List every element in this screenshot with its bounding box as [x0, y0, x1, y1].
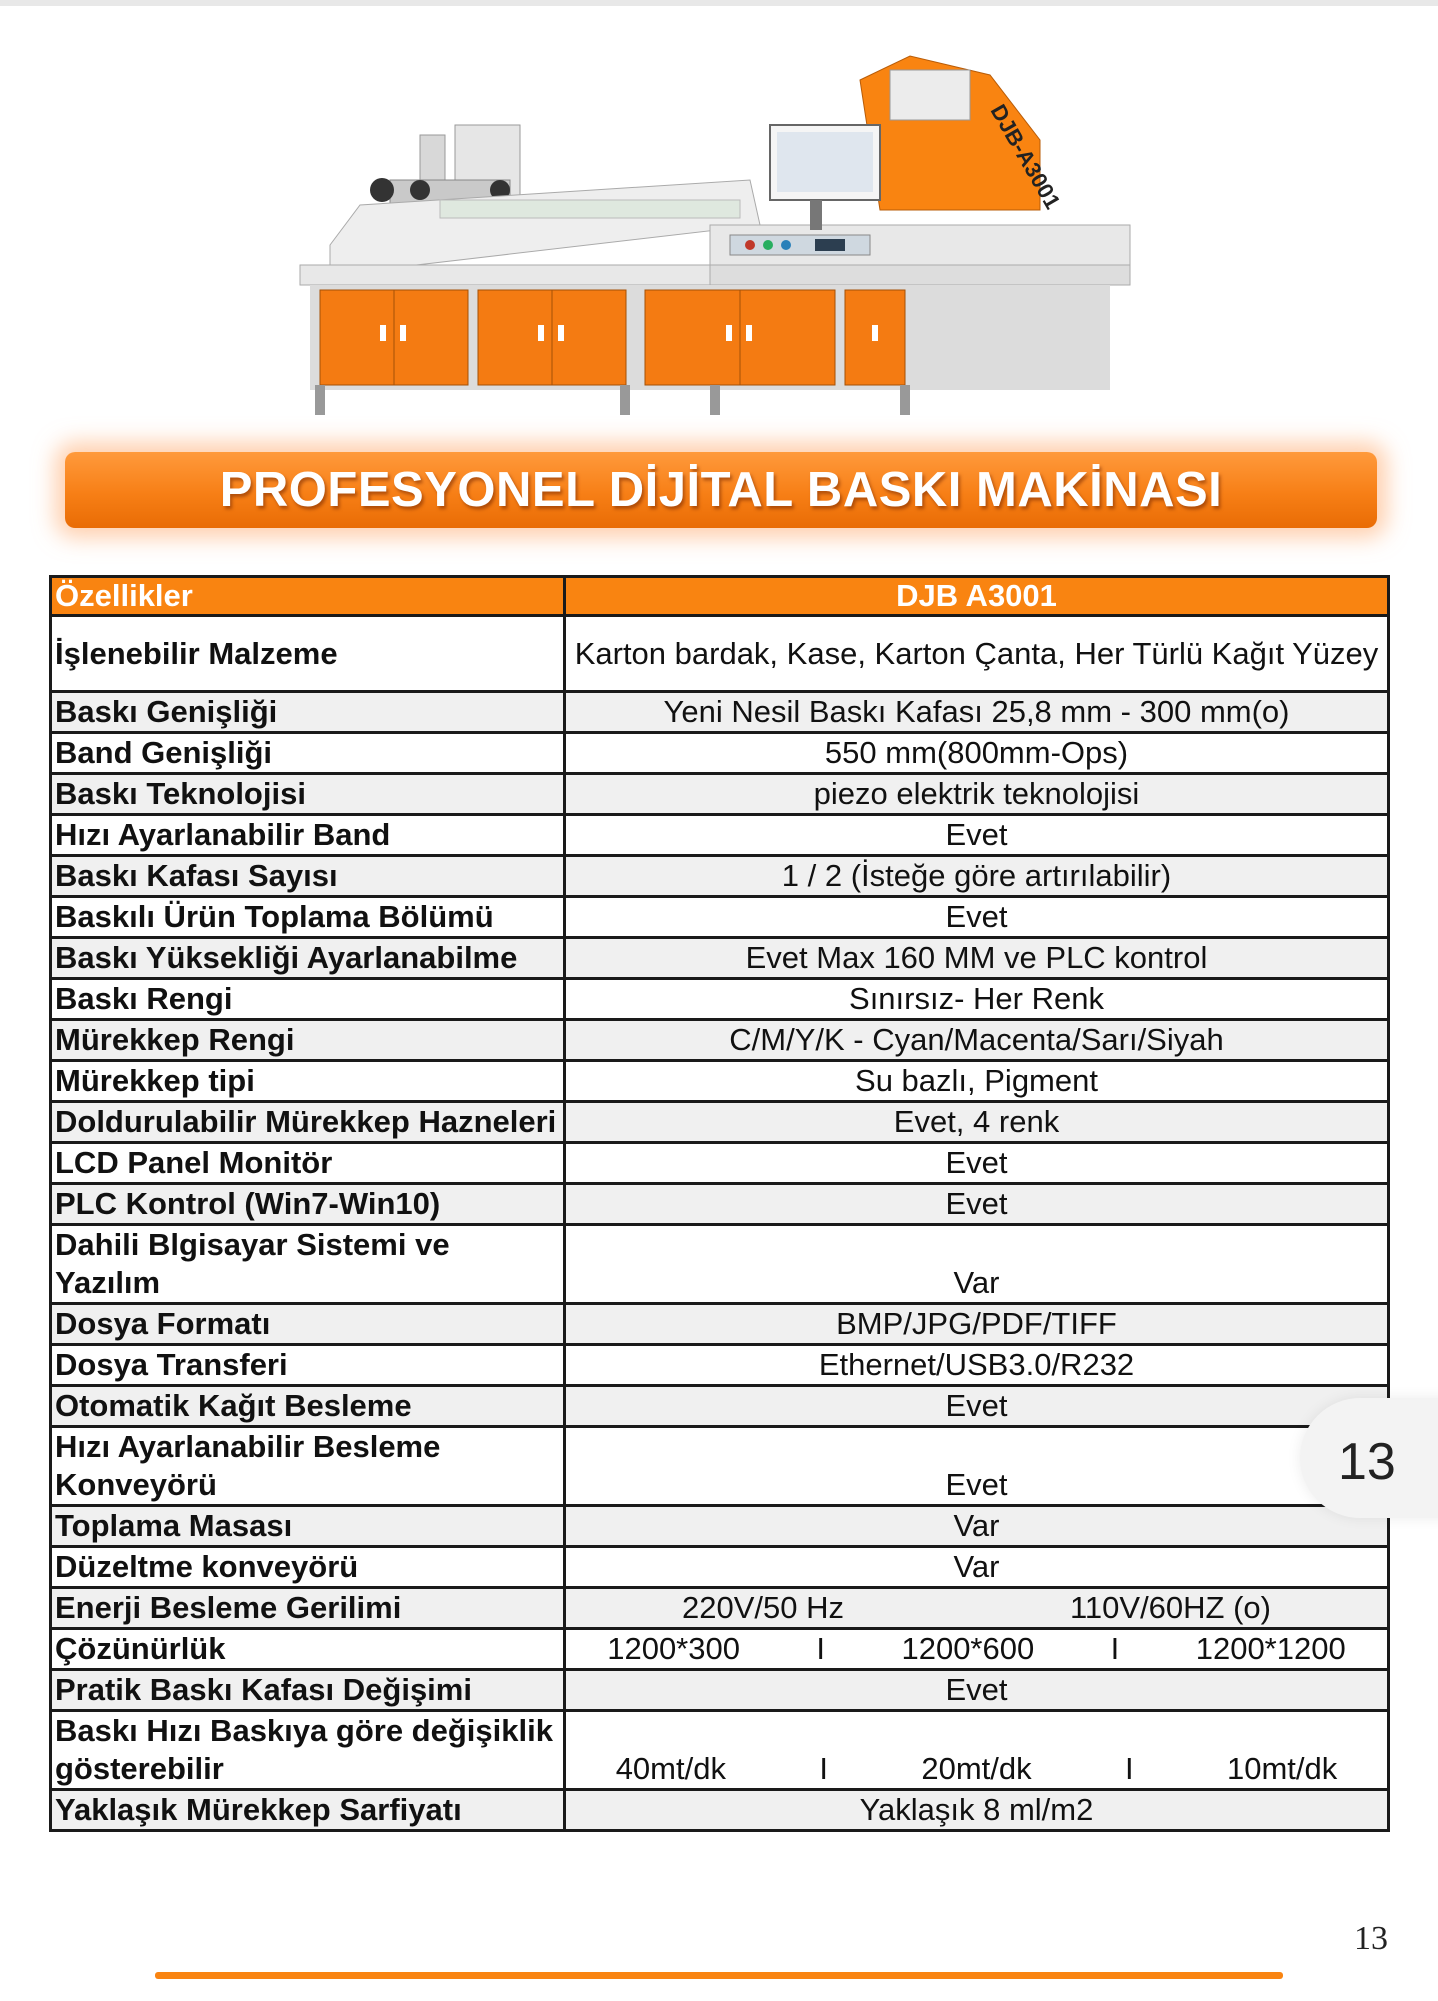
row-value-part: 40mt/dk	[615, 1751, 726, 1786]
row-label: Band Genişliği	[51, 733, 565, 774]
row-value: Evet	[565, 1386, 1389, 1427]
row-value-part: 10mt/dk	[1227, 1751, 1338, 1786]
table-row	[51, 1061, 1389, 1102]
header-label: Özellikler	[51, 577, 565, 616]
row-label: Baskı Hızı Baskıya göre değişiklik gösterebilir	[51, 1711, 565, 1790]
row-value: piezo elektrik teknolojisi	[565, 774, 1389, 815]
table-header-row	[51, 577, 1389, 616]
top-edge-line	[0, 0, 1438, 6]
row-value-part: I	[1125, 1751, 1134, 1786]
row-value-split	[565, 1711, 1389, 1790]
row-value: Evet	[565, 1427, 1389, 1506]
row-label: Hızı Ayarlanabilir Besleme Konveyörü	[51, 1427, 565, 1506]
row-label: İşlenebilir Malzeme	[51, 616, 565, 692]
row-value-split	[565, 1629, 1389, 1670]
row-value: 550 mm(800mm-Ops)	[565, 733, 1389, 774]
row-label: Dahili Blgisayar Sistemi ve Yazılım	[51, 1225, 565, 1304]
table-row	[51, 1670, 1389, 1711]
row-label: Baskı Genişliği	[51, 692, 565, 733]
row-label: Baskı Rengi	[51, 979, 565, 1020]
table-row	[51, 856, 1389, 897]
row-value-part: I	[816, 1631, 826, 1666]
row-label: Dosya Transferi	[51, 1345, 565, 1386]
row-label: Otomatik Kağıt Besleme	[51, 1386, 565, 1427]
table-row	[51, 1506, 1389, 1547]
row-label: Çözünürlük	[51, 1629, 565, 1670]
row-value: Var	[565, 1547, 1389, 1588]
row-value-part: 110V/60HZ (o)	[1069, 1590, 1271, 1625]
row-label: LCD Panel Monitör	[51, 1143, 565, 1184]
row-value: Evet Max 160 MM ve PLC kontrol	[565, 938, 1389, 979]
row-label: Düzeltme konveyörü	[51, 1547, 565, 1588]
row-value: Yaklaşık 8 ml/m2	[565, 1790, 1389, 1831]
row-label: Toplama Masası	[51, 1506, 565, 1547]
row-label: Yaklaşık Mürekkep Sarfiyatı	[51, 1790, 565, 1831]
row-value-part: I	[819, 1751, 828, 1786]
row-value: Evet	[565, 897, 1389, 938]
table-row	[51, 616, 1389, 692]
table-row	[51, 1102, 1389, 1143]
table-row	[51, 1143, 1389, 1184]
table-row	[51, 1711, 1389, 1790]
row-label: Baskı Kafası Sayısı	[51, 856, 565, 897]
row-label: Baskı Yüksekliği Ayarlanabilme	[51, 938, 565, 979]
header-value: DJB A3001	[565, 577, 1389, 616]
row-label: Mürekkep tipi	[51, 1061, 565, 1102]
table-row	[51, 1427, 1389, 1506]
row-value: Ethernet/USB3.0/R232	[565, 1345, 1389, 1386]
row-label: Mürekkep Rengi	[51, 1020, 565, 1061]
row-value: BMP/JPG/PDF/TIFF	[565, 1304, 1389, 1345]
table-row	[51, 1588, 1389, 1629]
row-value: Var	[565, 1225, 1389, 1304]
table-row	[51, 979, 1389, 1020]
table-row	[51, 1547, 1389, 1588]
table-row	[51, 733, 1389, 774]
row-value-split	[565, 1588, 1389, 1629]
row-value-part: 1200*300	[607, 1631, 740, 1666]
table-row	[51, 1304, 1389, 1345]
row-value-part: 220V/50 Hz	[681, 1590, 844, 1625]
row-value: Var	[565, 1506, 1389, 1547]
table-row	[51, 938, 1389, 979]
table-row	[51, 1790, 1389, 1831]
page-title: PROFESYONEL DİJİTAL BASKI MAKİNASI	[219, 463, 1223, 517]
row-value: Yeni Nesil Baskı Kafası 25,8 mm - 300 mm(o)	[565, 692, 1389, 733]
table-row	[51, 774, 1389, 815]
row-value: Evet	[565, 1143, 1389, 1184]
row-label: Doldurulabilir Mürekkep Hazneleri	[51, 1102, 565, 1143]
footer-page-number: 13	[1354, 1920, 1388, 1957]
row-value-part: 20mt/dk	[921, 1751, 1032, 1786]
printer-machine-image	[290, 50, 1140, 430]
page-number-tab-label: 13	[1338, 1433, 1396, 1491]
table-row	[51, 692, 1389, 733]
table-row	[51, 897, 1389, 938]
row-value: Karton bardak, Kase, Karton Çanta, Her Türlü Kağıt Yüzey	[565, 616, 1389, 692]
table-row	[51, 1629, 1389, 1670]
row-label: Enerji Besleme Gerilimi	[51, 1588, 565, 1629]
row-value: Evet	[565, 815, 1389, 856]
row-value: Su bazlı, Pigment	[565, 1061, 1389, 1102]
spec-table	[49, 575, 1390, 1832]
table-row	[51, 1020, 1389, 1061]
row-label: Baskı Teknolojisi	[51, 774, 565, 815]
table-row	[51, 1225, 1389, 1304]
row-value-part: 1200*1200	[1195, 1631, 1346, 1666]
row-label: Baskılı Ürün Toplama Bölümü	[51, 897, 565, 938]
table-row	[51, 1345, 1389, 1386]
row-label: Pratik Baskı Kafası Değişimi	[51, 1670, 565, 1711]
machine-model-label: DJB-A3001	[985, 100, 1066, 214]
footer-line	[155, 1972, 1283, 1979]
table-row	[51, 1386, 1389, 1427]
row-label: Hızı Ayarlanabilir Band	[51, 815, 565, 856]
row-value: Sınırsız- Her Renk	[565, 979, 1389, 1020]
table-row	[51, 1184, 1389, 1225]
row-value-part: I	[1110, 1631, 1120, 1666]
table-row	[51, 815, 1389, 856]
row-value: Evet	[565, 1184, 1389, 1225]
row-value: C/M/Y/K - Cyan/Macenta/Sarı/Siyah	[565, 1020, 1389, 1061]
row-value-part: 1200*600	[901, 1631, 1035, 1666]
row-label: Dosya Formatı	[51, 1304, 565, 1345]
row-value: Evet	[565, 1670, 1389, 1711]
row-value: Evet, 4 renk	[565, 1102, 1389, 1143]
row-value: 1 / 2 (İsteğe göre artırılabilir)	[565, 856, 1389, 897]
row-label: PLC Kontrol (Win7-Win10)	[51, 1184, 565, 1225]
title-banner	[65, 452, 1377, 528]
